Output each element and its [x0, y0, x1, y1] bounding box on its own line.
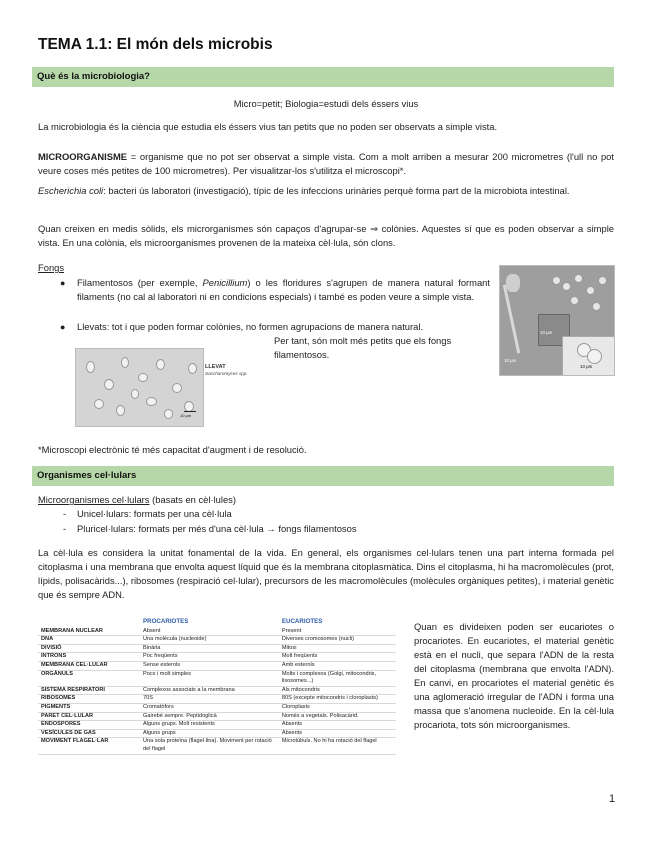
fongs-label: Fongs: [38, 262, 65, 273]
row-key: PARET CEL·LULAR: [38, 712, 140, 721]
comparison-table: [38, 618, 396, 755]
row-procariota: Absent: [140, 628, 279, 636]
row-key: PIGMENTS: [38, 703, 140, 712]
section-heading-label: Organismes cel·lulars: [37, 470, 137, 481]
colonies-paragraph: Quan creixen en medis sòlids, els microrganismes són capaços d'agrupar-se ⇒ colònies. Aquestes sí que es poden observar a simple vista. En una colònia, els microorganismes provenen de la mateixa cèl·lula, són clons.: [38, 223, 614, 248]
etymology: Micro=petit; Biologia=estudi dels éssers vius: [233, 98, 419, 109]
row-procariota: Alguns grups: [140, 729, 279, 738]
row-procariota: Alguns grups. Molt resistents: [140, 721, 279, 730]
table-row: [38, 628, 396, 636]
side-paragraph: Quan es divideixen poden ser eucariotes o procariotes. En eucariotes, el material genètic està en el nucli, que separa l'ADN de la resta del citoplasma (membrana que envolta l'ADN). En canvi, en procariotes el material genètic és una aglomeració irregular de l'ADN i forma una massa que s'anomena nucleoide. En la cèl·lula procariota, tots són microorganismes.: [414, 621, 614, 730]
table-row: [38, 686, 396, 695]
table-row: [38, 653, 396, 662]
col-eucariotes: EUCARIOTES: [281, 618, 323, 625]
row-key: INTRONS: [38, 653, 140, 662]
page-number: 1: [609, 793, 616, 805]
row-eucariota: Cloroplasts: [279, 703, 396, 712]
col-procariotes: PROCARIOTES: [143, 618, 189, 625]
row-key: DIVISIÓ: [38, 644, 140, 653]
penicillium-scale-label: 10 µm: [504, 358, 517, 363]
section-heading-organismes: [32, 466, 614, 486]
row-eucariota: Molt freqüents: [279, 653, 396, 662]
yeast-micrograph: [75, 348, 204, 427]
cell-paragraph: La cèl·lula es considera la unitat fonamental de la vida. En general, els organismes cel·lulars tenen una part interna formada pel citoplasma i una membrana que envolta aquest líquid que és la membrana citoplasmàtica. Dins el citoplasma, hi ha macromolècules (prot, lípids, polisacàrids...), ribosomes (respiració cel·lular), precursors de les macromolècules (molècules orgàniques petites), i material genètic que és sempre ADN.: [38, 547, 614, 600]
row-eucariota: Amb esterols: [279, 661, 396, 670]
row-eucariota: 80S (excepte mitocondris i cloroplasts): [279, 695, 396, 704]
row-key: RIBOSOMES: [38, 695, 140, 704]
table-row: [38, 670, 396, 686]
row-key: ORGÀNULS: [38, 670, 140, 686]
row-procariota: Cromatòfors: [140, 703, 279, 712]
row-eucariota: Absents: [279, 721, 396, 730]
microscope-note: *Microscopi electrònic té més capacitat d'augment i de resolució.: [38, 444, 307, 455]
fong-bullet-filamentosos: ● Filamentosos (per exemple, Penicillium) o les floridures s'agrupen de manera natural formant filaments (no cal al laboratori ni en condicions especials) i també es poden veure a simple vista.: [60, 277, 490, 302]
row-eucariota: Molts i complexos (Golgi, mitocondris, lisosomes...): [279, 670, 396, 686]
row-eucariota: Als mitocondris: [279, 686, 396, 695]
row-procariota: Poc freqüents: [140, 653, 279, 662]
row-eucariota: Només a vegetals. Polisacàrid.: [279, 712, 396, 721]
row-eucariota: Microtúbuls. No hi ha rotació del flagel: [279, 738, 396, 754]
row-key: MEMBRANA CEL·LULAR: [38, 661, 140, 670]
section-heading-label: Què és la microbiologia?: [37, 71, 150, 82]
microorganisme-term: MICROORGANISME: [38, 151, 128, 162]
row-procariota: Sense esterols: [140, 661, 279, 670]
table-row: [38, 703, 396, 712]
yeast-caption-title: LLEVAT: [205, 364, 226, 370]
row-key: MEMBRANA NUCLEAR: [38, 628, 140, 636]
dash-unicellulars: - Unicel·lulars: formats per una cèl·lula: [63, 508, 232, 519]
page-title: TEMA 1.1: El món dels microbis: [38, 36, 273, 53]
row-key: ENDOSPORES: [38, 721, 140, 730]
row-eucariota: Absents: [279, 729, 396, 738]
microorganisme-paragraph: MICROORGANISME = organisme que no pot ser observat a simple vista. Com a molt arriben a mesurar 200 micrometres (l'ull no pot veure coses més petites de 100 micrometres). Per visualitzar-los s'utilitza el microscopi*.: [38, 151, 614, 176]
row-procariota: Una molècula (nucleoide): [140, 636, 279, 645]
row-key: VESÍCULES DE GAS: [38, 729, 140, 738]
row-eucariota: Mitosi: [279, 644, 396, 653]
row-key: SISTEMA RESPIRATORI: [38, 686, 140, 695]
table-header-row: [38, 618, 396, 628]
table-row: [38, 636, 396, 645]
micro-cellulars-label: Microorganismes cel·lulars (basats en cèl·lules): [38, 494, 236, 505]
section-heading-microbiologia: [32, 67, 614, 87]
row-key: MOVIMENT FLAGEL·LAR: [38, 738, 140, 754]
penicillium-inset2-scale: 10 µm: [580, 364, 593, 369]
row-procariota: Gairebé sempre. Peptidoglicà: [140, 712, 279, 721]
row-eucariota: Diverses cromosomes (nucli): [279, 636, 396, 645]
table-row: [38, 738, 396, 754]
yeast-caption-sub: Saccharomyces spp.: [205, 371, 248, 376]
table-row: [38, 695, 396, 704]
table-row: [38, 721, 396, 730]
dash-pluricellulars: - Pluricel·lulars: formats per més d'una cèl·lula → fongs filamentosos: [63, 523, 357, 534]
table-row: [38, 729, 396, 738]
table-row: [38, 712, 396, 721]
row-procariota: Pocs i molt simples: [140, 670, 279, 686]
ecoli-paragraph: Escherichia coli: bacteri ús laboratori (investigació), típic de les infeccions urinàries perquè forma part de la microbiota intestinal.: [38, 185, 570, 196]
bullet-dot: ●: [60, 278, 66, 288]
penicillium-inset-scale: 10 µm: [540, 330, 553, 335]
table-row: [38, 644, 396, 653]
row-eucariota: Present: [279, 628, 396, 636]
ecoli-term: Escherichia coli: [38, 185, 104, 196]
row-procariota: Complexos associats a la membrana: [140, 686, 279, 695]
row-key: DNA: [38, 636, 140, 645]
row-procariota: 70S: [140, 695, 279, 704]
yeast-scale-label: 10 µm: [180, 413, 192, 418]
row-procariota: Una sola proteïna (flagel·lina). Moviment per rotació del flagel: [140, 738, 279, 754]
table-row: [38, 661, 396, 670]
fong-bullet-llevats: ● Llevats: tot i que poden formar colònies, no formen agrupacions de manera natural.: [60, 321, 424, 332]
definition-paragraph: La microbiologia és la ciència que estudia els éssers vius tan petits que no poden ser observats a simple vista.: [38, 121, 498, 132]
penicillium-micrograph: [499, 265, 615, 376]
row-procariota: Binària: [140, 644, 279, 653]
bullet-dot: ●: [60, 322, 66, 332]
fong-bullet-llevats-cont: Per tant, són molt més petits que els fongs filamentosos.: [274, 335, 452, 360]
